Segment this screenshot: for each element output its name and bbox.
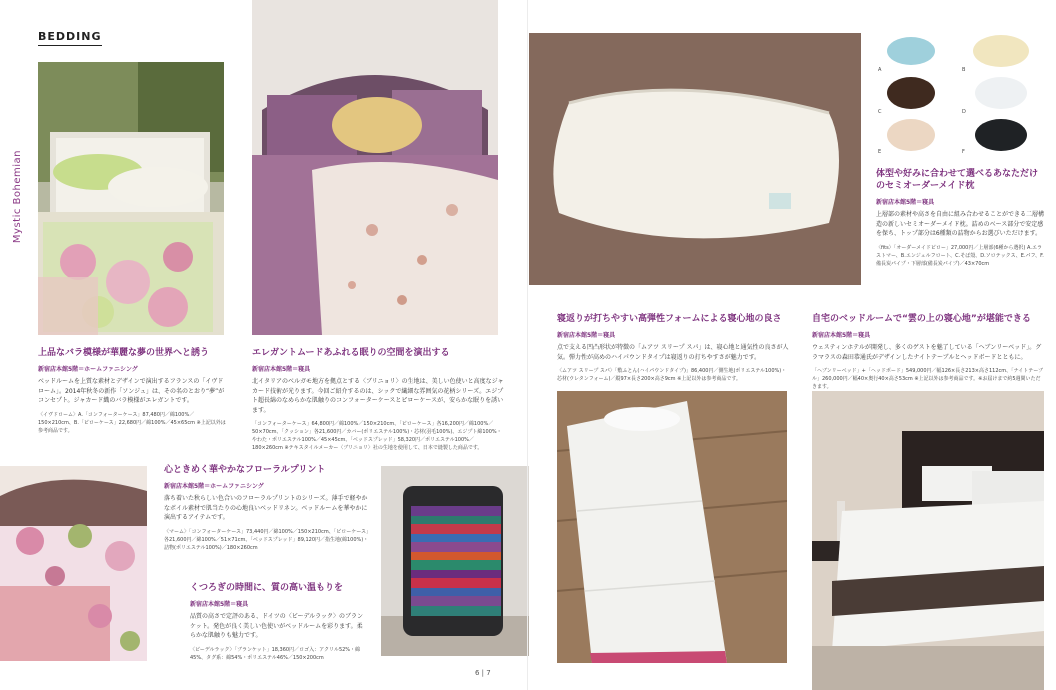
article-6-store: 新宿店本館5階＝寝具 — [557, 332, 616, 339]
photo-purple-bedroom — [252, 0, 498, 335]
section-title: BEDDING — [38, 30, 102, 46]
article-3-store: 新宿店本館5階＝ホームファニシング — [164, 483, 264, 490]
article-2-body: 北イタリアのベルガモ地方を拠点とする〈ブリニョリ〉の生地は、美しい色使いと高度なジャカード技術が光ります。今回ご紹介するのは、シックで繊細な雰囲気の花柄シリーズ。エジプト超長綿のなめらかな肌触りのコンフォーターケースとピローケースが、安らかな眠りを誘います。 — [252, 378, 504, 414]
photo-striped-blanket — [381, 466, 529, 656]
fill-label-c: C — [878, 109, 882, 115]
fill-label-f: F — [962, 149, 965, 155]
article-7-note: 「ヘブンリーベッド」+「ヘッドボード」549,000円／幅126×長さ213×高さ112cm、「ナイトテーブル」260,000円／幅40×奥行40×高さ53cm ※上記以外は参考商品です。※お届けまで約5週間いただきます。 — [812, 368, 1044, 390]
article-5-title: 体型や好みに合わせて選べるあなただけのセミオーダーメイド枕 — [876, 169, 1039, 191]
article-1-body: ベッドルームを上質な素材とデザインで演出するフランスの「イヴドローム」。2014年秋冬の新作「ソンジュ」は、その名のとおり“夢”がコンセプト。ジャカード織のバラ模様がエレガントです。 — [38, 378, 225, 404]
article-1-note: 〈イヴドローム〉A.「コンフォーターケース」87,480円／綿100%／150×210cm、B.「ピローケース」22,680円／綿100%／45×65cm ※上記以外は参考商品です。 — [38, 411, 226, 434]
article-3-body: 落ち着いた秋らしい色合いのフローラルプリントのシリーズ。薄手で軽やかなボイル素材で肌当たりの心地良いベッドリネン。ベッドルームを華やかに演出するアイテムです。 — [164, 495, 368, 521]
article-5-note: 〈fits〉「オーダーメイドピロー」27,000円／上層部(6種から選択) A.エラストマー、B.エンジェルフロート、C.そば殻、D.ソロテックス、E.パフ、F.備長炭パイプ・下層部(備長炭パイプ)／43×70cm — [876, 244, 1044, 267]
article-4-store: 新宿店本館5階＝寝具 — [190, 601, 249, 608]
article-1-store: 新宿店本館5階＝ホームファニシング — [38, 366, 138, 373]
article-2-note: 「コンフォーターケース」64,800円／綿100%／150×210cm、「ピローケース」各16,200円／綿100%／50×70cm、「クッション」各21,600円／カバー(ポリエステル100%)・芯材(羽毛100%)、エジプト綿100%・やわた・ポリエステル100%／45×45cm、「ベッドスプレッド」58,320円／ポリエステル100%／180×260cm ※テキスタイルメーカー〈ブリニョリ〉社の生地を使用して、日本で縫製した商品です。 — [252, 421, 502, 451]
article-2-store: 新宿店本館5階＝寝具 — [252, 366, 311, 373]
photo-floral-print — [0, 466, 147, 661]
article-4-body: 品質の高さで定評のある、ドイツの〈ビーデルラック〉のブランケット。発色が良く美しい色使いがベッドルームを彩ります。柔らかな肌触りも魅力です。 — [190, 613, 364, 639]
article-4-title: くつろぎの時間に、質の高い温もりを — [190, 583, 344, 593]
article-1-title: 上品なバラ模様が華麗な夢の世界へと誘う — [38, 348, 210, 358]
article-5-store: 新宿店本館5階＝寝具 — [876, 199, 935, 206]
article-2-title: エレガントムードあふれる眠りの空間を演出する — [252, 348, 450, 358]
side-label: Mystic Bohemian — [12, 150, 23, 244]
photo-mattress — [557, 391, 787, 663]
fill-label-e: E — [878, 149, 882, 155]
photo-rose-bedding — [38, 62, 224, 335]
photo-hotel-bed — [812, 391, 1044, 690]
page-folio: 6 | 7 — [475, 669, 491, 677]
article-6-body: 点で支える凹凸形状が特徴の「ムアツ スリープ スパ」は、寝心地と通気性の良さが人気。弾力性が高めのハイパウンドタイプは寝返りの打ちやすさが魅力です。 — [557, 344, 789, 361]
article-3-note: 〈マーム〉「コンフォーターケース」73,440円／綿100%／150×210cm、「ピローケース」各21,600円／綿100%／51×71cm、「ベッドスプレッド」89,120円／指生地(綿100%)・詰物(ポリエステル100%)／180×260cm — [164, 528, 369, 551]
fill-label-d: D — [962, 109, 966, 115]
article-7-body: ウェスティンホテルが開発し、多くのゲストを魅了している「ヘブンリーベッド」。グラマラスの森田恭通氏がデザインしたナイトテーブルとヘッドボードとともに。 — [812, 344, 1042, 361]
fill-label-a: A — [878, 67, 882, 73]
article-6-note: 〈ムアツ スリープ スパ〉「敷ふとん(ハイパウンドタイプ)」86,400円／側生地(ポリエステル100%)・芯材(ウレタンフォーム)／縦97×長さ200×高さ9cm ※上記以外は参考商品です。 — [557, 368, 787, 382]
article-5-body: 上層部の素材や高さを自由に組み合わせることができる二層構造の新しいセミオーダーメイド枕。詰めのベース部分で安定感を保ち、トップ部分は6種類の詰物からお選びいただけます。 — [876, 211, 1045, 237]
article-7-store: 新宿店本館5階＝寝具 — [812, 332, 871, 339]
article-4-note: 〈ビーデルラック〉「ブランケット」18,360円／ロゴ入：アクリル52%・綿45%、タグ系：綿54%・ポリエステル46%／150×200cm — [190, 646, 361, 661]
article-6-title: 寝返りが打ちやすい高弾性フォームによる寝心地の良さ — [557, 314, 782, 324]
page-gutter — [527, 0, 528, 690]
fill-label-b: B — [962, 67, 966, 73]
photo-pillow — [529, 33, 861, 285]
photo-pillow-fills — [876, 33, 1044, 158]
article-3-title: 心ときめく華やかなフローラルプリント — [164, 465, 326, 475]
article-7-title: 自宅のベッドルームで“雲の上の寝心地”が堪能できる — [812, 314, 1031, 324]
